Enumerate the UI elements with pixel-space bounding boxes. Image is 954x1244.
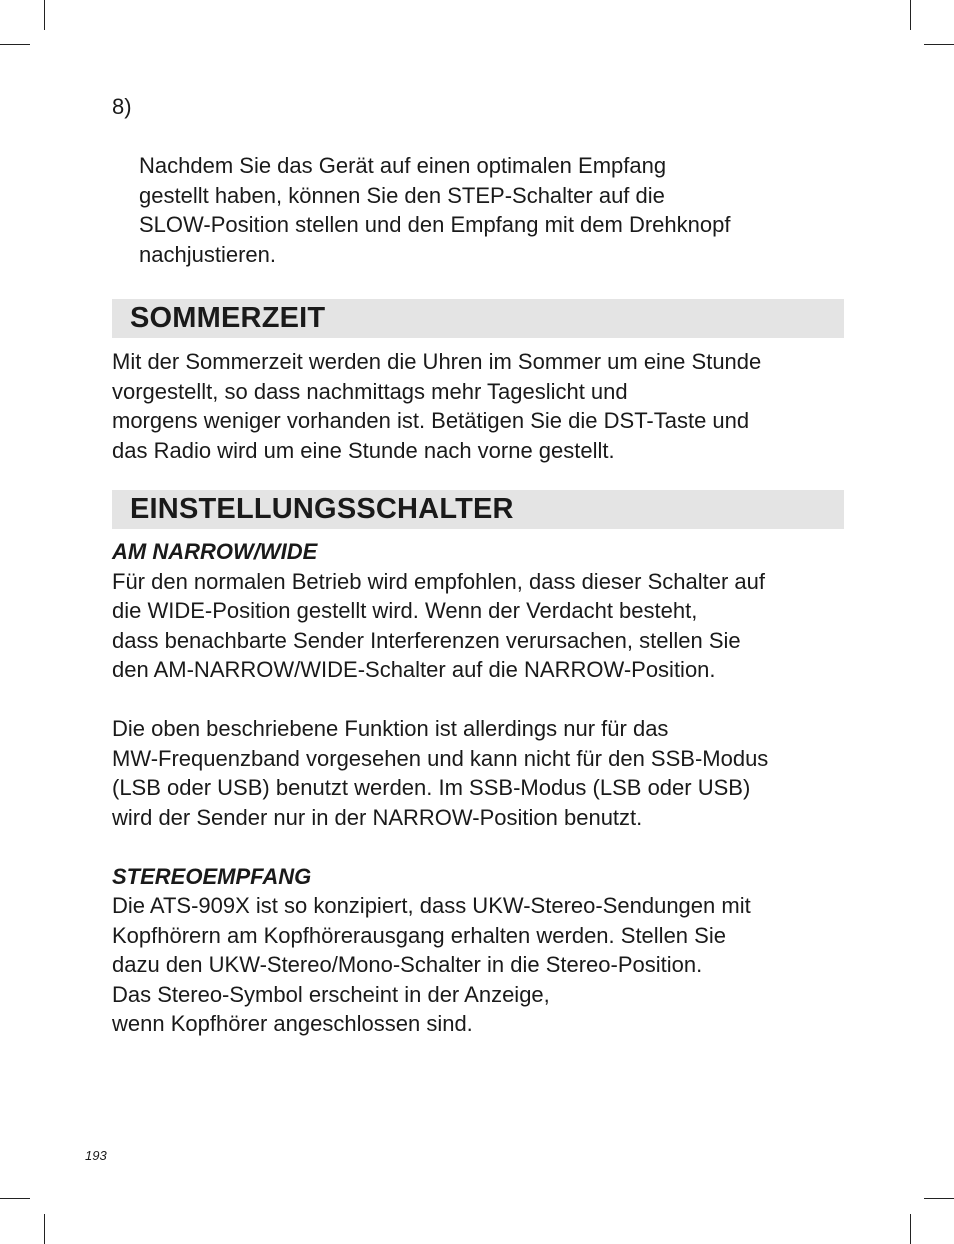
- section-title-einstellungsschalter: EINSTELLUNGSSCHALTER: [112, 490, 844, 529]
- step-8: [112, 92, 844, 269]
- crop-mark-bottom-right-v: [910, 1214, 911, 1244]
- crop-mark-bottom-left-v: [44, 1214, 45, 1244]
- subheading-stereoempfang: STEREOEMPFANG: [112, 863, 312, 889]
- crop-mark-bottom-right-h: [924, 1198, 954, 1199]
- step-number: 8): [112, 94, 132, 119]
- section-title-sommerzeit: SOMMERZEIT: [112, 299, 844, 338]
- crop-mark-top-left-v: [44, 0, 45, 30]
- page-number: 193: [85, 1148, 107, 1163]
- am-narrow-wide-text-1: Für den normalen Betrieb wird empfohlen, dass dieser Schalter auf die WIDE-Position gestellt wird. Wenn der Verdacht besteht, dass benachbarte Sender Interferenzen verursachen, stellen Sie den AM-NARROW/WIDE-Schalter auf die NARROW-Position.: [112, 568, 766, 682]
- step-text: Nachdem Sie das Gerät auf einen optimalen Empfang gestellt haben, können Sie den STEP-Schalter auf die SLOW-Position stellen und den Empfang mit dem Drehknopf nachjustieren.: [139, 153, 731, 267]
- subheading-am-narrow-wide: AM NARROW/WIDE: [112, 539, 318, 564]
- stereoempfang-text: Die ATS-909X ist so konzipiert, dass UKW-Stereo-Sendungen mit Kopfhörern am Kopfhörerausgang erhalten werden. Stellen Sie dazu den UKW-Stereo/Mono-Schalter in die Stereo-Position. Das Stereo-Symbol erscheint in der Anzeige, wenn Kopfhörer angeschlossen sind.: [112, 893, 751, 1036]
- crop-mark-bottom-left-h: [0, 1198, 30, 1199]
- crop-mark-top-right-h: [924, 44, 954, 45]
- crop-mark-top-left-h: [0, 44, 30, 45]
- sommerzeit-text: Mit der Sommerzeit werden die Uhren im Sommer um eine Stunde vorgestellt, so dass nachmittags mehr Tageslicht und morgens weniger vorhanden ist. Betätigen Sie die DST-Taste und das Radio wird um eine Stunde nach vorne gestellt.: [112, 349, 762, 463]
- crop-mark-top-right-v: [910, 0, 911, 30]
- page-content: [112, 92, 844, 1039]
- am-narrow-wide-text-2: Die oben beschriebene Funktion ist allerdings nur für das MW-Frequenzband vorgesehen und kann nicht für den SSB-Modus (LSB oder USB) benutzt werden. Im SSB-Modus (LSB oder USB) wird der Sender nur in der NARROW-Position benutzt.: [112, 716, 769, 830]
